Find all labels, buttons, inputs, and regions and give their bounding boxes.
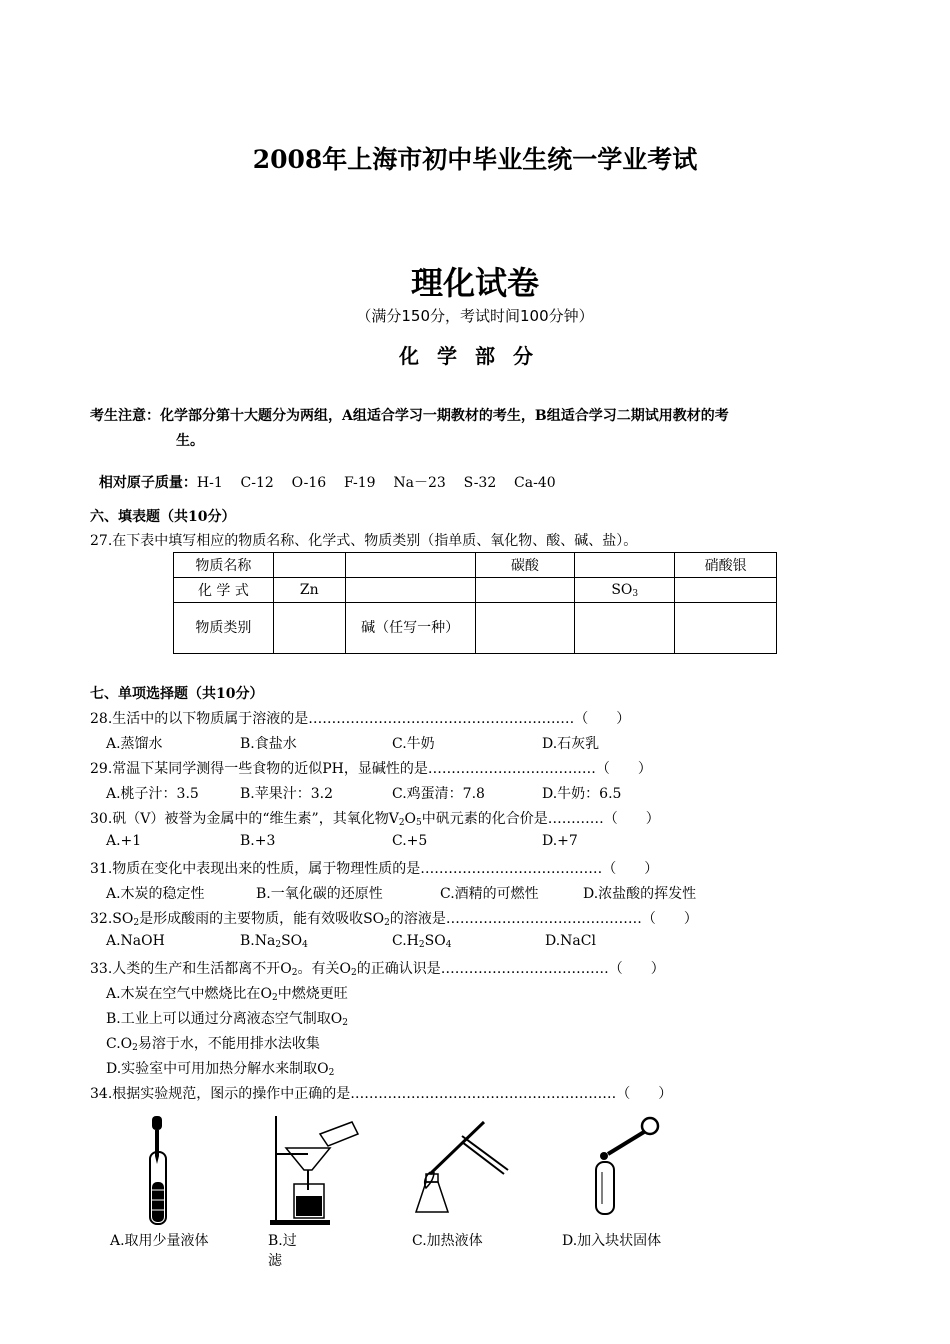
substance-table bbox=[173, 552, 777, 654]
figure-d-caption: D.加入块状固体 bbox=[562, 1233, 662, 1249]
q33-stem-pre: 33.人类的生产和生活都离不开O bbox=[90, 961, 292, 977]
q29-option-b[interactable]: B.苹果汁：3.2 bbox=[240, 786, 334, 802]
table-cell: 物质名称 bbox=[174, 553, 274, 578]
q33-c-post: 易溶于水，不能用排水法收集 bbox=[137, 1036, 320, 1052]
q29-option-a[interactable]: A.桃子汁：3.5 bbox=[106, 786, 199, 802]
notice-label: 考生注意： bbox=[90, 408, 160, 424]
figure-b[interactable] bbox=[268, 1112, 368, 1271]
atomic-values: H-1 C-12 O-16 F-19 Na－23 S-32 Ca-40 bbox=[196, 475, 556, 491]
q30-option-a[interactable]: A.+1 bbox=[106, 833, 142, 849]
table-row bbox=[174, 603, 777, 654]
q30-stem-mid: O bbox=[404, 811, 417, 827]
q32-c-pre: C.H bbox=[392, 933, 419, 949]
table-cell[interactable] bbox=[475, 578, 575, 603]
q30-stem-pre: 30.矾（V）被誉为金属中的“维生素”，其氧化物V bbox=[90, 811, 399, 827]
figure-a-caption: A.取用少量液体 bbox=[110, 1233, 209, 1249]
q33-stem-mid: 。有关O bbox=[297, 961, 351, 977]
q33-c-pre: C.O bbox=[106, 1036, 133, 1052]
q29-option-d[interactable]: D.牛奶：6.5 bbox=[542, 786, 622, 802]
q32-stem-mid: 是形成酸雨的主要物质，能有效吸收SO bbox=[139, 911, 385, 927]
notice-line2: 生。 bbox=[176, 433, 204, 449]
subscript: 2 bbox=[418, 940, 425, 950]
q32-b-mid: SO bbox=[281, 933, 303, 949]
q28-stem: 28.生活中的以下物质属于溶液的是…………………………………………………（ ） bbox=[90, 711, 631, 727]
subscript: 2 bbox=[328, 1068, 335, 1078]
subscript: 2 bbox=[132, 1043, 138, 1053]
q30-stem bbox=[90, 808, 660, 828]
subscript: 2 bbox=[272, 993, 278, 1003]
q31-option-c[interactable]: C.酒精的可燃性 bbox=[440, 886, 539, 902]
heating-illustration bbox=[412, 1112, 522, 1227]
subscript: 2 bbox=[384, 918, 390, 928]
q32-option-c[interactable] bbox=[392, 933, 451, 950]
formula-so3: SO bbox=[611, 581, 633, 598]
q33-stem bbox=[90, 958, 665, 978]
q27-stem: 27.在下表中填写相应的物质名称、化学式、物质类别（指单质、氧化物、酸、碱、盐）。 bbox=[90, 533, 638, 549]
q28-option-a[interactable]: A.蒸馏水 bbox=[106, 736, 163, 752]
q30-option-c[interactable]: C.+5 bbox=[392, 833, 428, 849]
q33-option-c[interactable] bbox=[106, 1033, 320, 1053]
table-cell[interactable] bbox=[675, 603, 777, 654]
section-title: 化学部分 bbox=[399, 344, 551, 368]
table-row bbox=[174, 553, 777, 578]
subscript: 2 bbox=[398, 818, 405, 828]
q28-option-c[interactable]: C.牛奶 bbox=[392, 736, 435, 752]
table-row bbox=[174, 578, 777, 603]
subscript: 2 bbox=[350, 968, 357, 978]
part6-heading: 六、填表题（共10分） bbox=[90, 509, 236, 525]
subscript: 4 bbox=[445, 940, 452, 950]
q32-option-b[interactable] bbox=[240, 933, 308, 950]
q33-option-d[interactable] bbox=[106, 1058, 334, 1078]
table-cell[interactable] bbox=[675, 578, 777, 603]
q28-option-d[interactable]: D.石灰乳 bbox=[542, 736, 600, 752]
q32-b-pre: B.Na bbox=[240, 933, 276, 949]
figure-a[interactable] bbox=[110, 1112, 220, 1251]
table-cell: Zn bbox=[273, 578, 345, 603]
q33-a-text: A.木炭在空气中燃烧比在O bbox=[106, 986, 273, 1002]
q33-b-text: B.工业上可以通过分离液态空气制取O bbox=[106, 1011, 343, 1027]
q32-stem-pre: 32.SO bbox=[90, 911, 134, 927]
q33-d-text: D.实验室中可用加热分解水来制取O bbox=[106, 1061, 329, 1077]
table-cell[interactable] bbox=[345, 553, 475, 578]
dropper-illustration bbox=[110, 1112, 210, 1227]
subscript: 2 bbox=[133, 918, 140, 928]
q29-option-c[interactable]: C.鸡蛋清：7.8 bbox=[392, 786, 485, 802]
score-line: （满分150分，考试时间100分钟） bbox=[356, 307, 594, 325]
table-cell[interactable] bbox=[575, 553, 675, 578]
q32-option-d[interactable]: D.NaCl bbox=[545, 933, 596, 949]
atomic-label: 相对原子质量： bbox=[98, 475, 197, 491]
paper-subtitle: 理化试卷 bbox=[410, 264, 539, 302]
q30-option-b[interactable]: B.+3 bbox=[240, 833, 276, 849]
q33-option-a[interactable] bbox=[106, 983, 348, 1003]
subscript: 4 bbox=[302, 940, 308, 950]
q34-stem: 34.根据实验规范，图示的操作中正确的是…………………………………………………（ ） bbox=[90, 1086, 673, 1102]
table-cell[interactable] bbox=[475, 603, 575, 654]
exam-title: 2008年上海市初中毕业生统一学业考试 bbox=[252, 145, 698, 174]
q31-option-d[interactable]: D.浓盐酸的挥发性 bbox=[583, 886, 697, 902]
q32-c-mid: SO bbox=[424, 933, 446, 949]
q30-stem-post: 中矾元素的化合价是…………（ ） bbox=[421, 811, 660, 827]
q33-stem-post: 的正确认识是………………………………（ ） bbox=[356, 961, 665, 977]
subscript: 2 bbox=[275, 940, 282, 950]
filtration-illustration bbox=[268, 1112, 368, 1227]
subscript: 2 bbox=[291, 968, 298, 978]
table-cell bbox=[575, 578, 675, 603]
formula-subscript: 3 bbox=[632, 588, 639, 599]
q31-option-a[interactable]: A.木炭的稳定性 bbox=[106, 886, 205, 902]
part7-heading: 七、单项选择题（共10分） bbox=[90, 686, 264, 702]
figure-c-caption: C.加热液体 bbox=[412, 1233, 483, 1249]
q32-option-a[interactable]: A.NaOH bbox=[106, 933, 165, 949]
table-cell: 物质类别 bbox=[174, 603, 274, 654]
q33-option-b[interactable] bbox=[106, 1008, 348, 1028]
subscript: 2 bbox=[342, 1018, 348, 1028]
table-cell[interactable] bbox=[273, 553, 345, 578]
notice-text: 化学部分第十大题分为两组，A组适合学习一期教材的考生，B组适合学习二期试用教材的考 bbox=[160, 408, 729, 424]
q32-stem bbox=[90, 908, 698, 928]
subscript: 5 bbox=[416, 818, 422, 828]
table-cell: 硝酸银 bbox=[675, 553, 777, 578]
q30-option-d[interactable]: D.+7 bbox=[542, 833, 578, 849]
figure-b-caption: B.过滤 bbox=[268, 1233, 297, 1269]
table-cell: 碱（任写一种） bbox=[345, 603, 475, 654]
table-cell[interactable] bbox=[575, 603, 675, 654]
table-cell: 化 学 式 bbox=[174, 578, 274, 603]
q28-option-b[interactable]: B.食盐水 bbox=[240, 736, 297, 752]
table-cell[interactable] bbox=[345, 578, 475, 603]
notice-line1 bbox=[90, 405, 729, 425]
solid-addition-illustration bbox=[562, 1112, 672, 1227]
figure-d[interactable] bbox=[562, 1112, 672, 1251]
table-cell[interactable] bbox=[273, 603, 345, 654]
q33-a-post: 中燃烧更旺 bbox=[277, 986, 348, 1002]
q32-stem-post: 的溶液是……………………………………（ ） bbox=[389, 911, 698, 927]
q29-stem: 29.常温下某同学测得一些食物的近似PH，显碱性的是………………………………（ ） bbox=[90, 761, 652, 777]
q31-option-b[interactable]: B.一氧化碳的还原性 bbox=[256, 886, 383, 902]
q31-stem: 31.物质在变化中表现出来的性质，属于物理性质的是…………………………………（ ） bbox=[90, 861, 659, 877]
atomic-mass-line bbox=[90, 456, 556, 492]
figure-c[interactable] bbox=[412, 1112, 522, 1251]
table-cell: 碳酸 bbox=[475, 553, 575, 578]
